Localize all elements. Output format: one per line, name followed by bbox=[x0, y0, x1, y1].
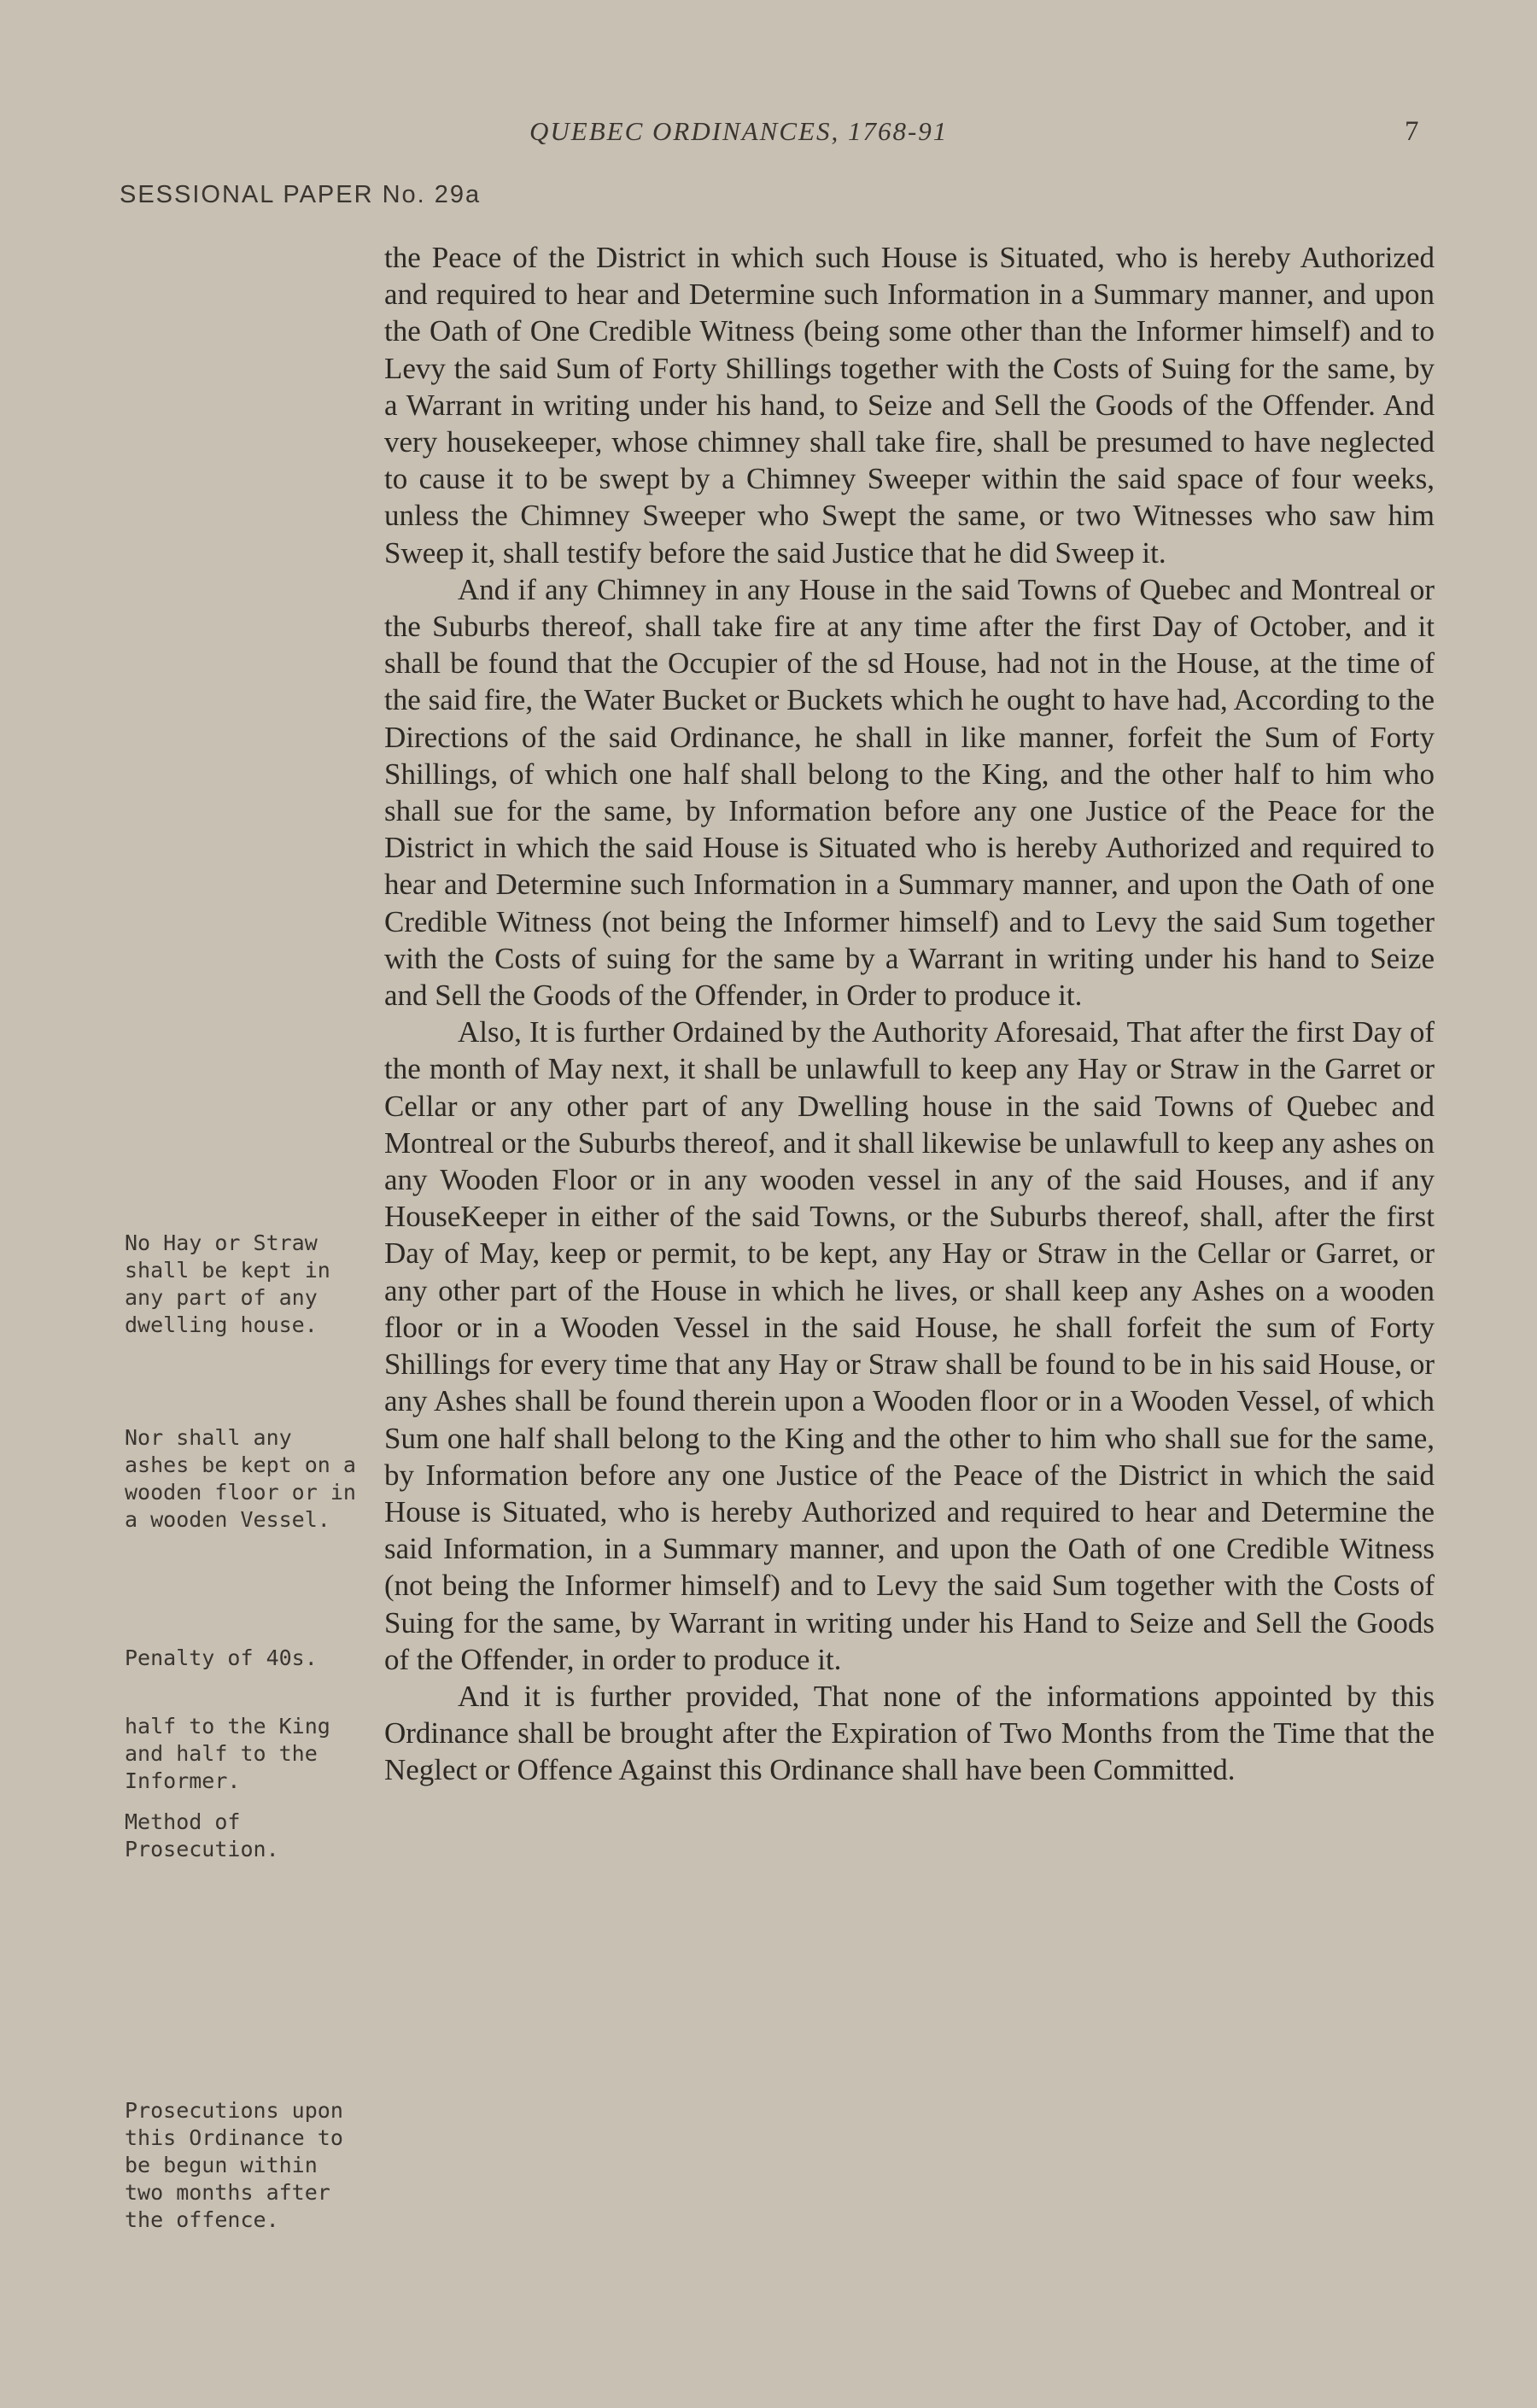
body-text bbox=[384, 239, 1435, 1789]
paragraph: And if any Chimney in any House in the said Towns of Quebec and Montreal or the Suburbs thereof, shall take fire at any time after the first Day of October, and it shall be found that the Occupier of the sd House, had not in the House, at the time of the said fire, the Water Bucket or Buckets which he ought to have had, According to the Directions of the said Ordinance, he shall in like manner, forfeit the Sum of Forty Shillings, of which one half shall belong to the King, and the other half to him who shall sue for the same, by Information before any one Justice of the Peace for the District in which the said House is Situated who is hereby Authorized and required to hear and Determine such Information in a Summary manner, and upon the Oath of one Credible Witness (not being the Informer himself) and to Levy the said Sum together with the Costs of suing for the same by a Warrant in writing under his hand to Seize and Sell the Goods of the Offender, in Order to produce it. bbox=[384, 572, 1435, 1013]
margin-note-method: Method of Prosecution. bbox=[125, 1809, 279, 1862]
running-title: QUEBEC ORDINANCES, 1768-91 bbox=[529, 116, 949, 146]
margin-note-prosecutions: Prosecutions upon this Ordinance to be begun within two months after the offence. bbox=[125, 2098, 343, 2232]
paragraph: And it is further provided, That none of the informations appointed by this Ordinance shall be brought after the Expiration of Two Months from the Time that the Neglect or Offence Against this Ordinance shall have been Committed. bbox=[384, 1679, 1435, 1787]
margin-note-ashes: Nor shall any ashes be kept on a wooden floor or in a wooden Vessel. bbox=[125, 1425, 356, 1532]
page-number: 7 bbox=[1405, 116, 1419, 147]
margin-note-penalty: Penalty of 40s. bbox=[125, 1645, 318, 1670]
margin-note-hay-straw: No Hay or Straw shall be kept in any part of any dwelling house. bbox=[125, 1230, 330, 1337]
sessional-paper-label: SESSIONAL PAPER No. 29a bbox=[120, 181, 482, 208]
margin-note-half-king: half to the King and half to the Informer. bbox=[125, 1714, 330, 1793]
paragraph: the Peace of the District in which such House is Situated, who is hereby Authorized and required to hear and Determine such Information in a Summary manner, and upon the Oath of One Credible Witness (being some other than the Informer himself) and to Levy the said Sum of Forty Shillings together with the Costs of Suing for the same, by a Warrant in writing under his hand, to Seize and Sell the Goods of the Offender. And very housekeeper, whose chimney shall take fire, shall be presumed to have neglected to cause it to be swept by a Chimney Sweeper within the said space of four weeks, unless the Chimney Sweeper who Swept the same, or two Witnesses who saw him Sweep it, shall testify before the said Justice that he did Sweep it. bbox=[384, 241, 1435, 570]
paragraph: Also, It is further Ordained by the Authority Aforesaid, That after the first Day of the month of May next, it shall be unlawfull to keep any Hay or Straw in the Garret or Cellar or any other part of any Dwelling house in the said Towns of Quebec and Montreal or the Suburbs thereof, and it shall likewise be unlawfull to keep any ashes on any Wooden Floor or in any wooden vessel in any of the said Houses, and if any HouseKeeper in either of the said Towns, or the Suburbs thereof, shall, after the first Day of May, keep or permit, to be kept, any Hay or Straw in the Cellar or Garret, or any other part of the House in which he lives, or shall keep any Ashes on a wooden floor or in a Wooden Vessel in the said House, he shall forfeit the sum of Forty Shillings for every time that any Hay or Straw shall be found to be in his said House, or any Ashes shall be found therein upon a Wooden floor or in a Wooden Vessel, of which Sum one half shall belong to the King and the other to him who shall sue for the same, by Information before any one Justice of the Peace of the District in which the said House is Situated, who is hereby Authorized and required to hear and Determine the said Information, in a Summary manner, and upon the Oath of one Credible Witness (not being the Informer himself) and to Levy the said Sum together with the Costs of Suing for the same, by Warrant in writing under his Hand to Seize and Sell the Goods of the Offender, in order to produce it. bbox=[384, 1015, 1435, 1676]
